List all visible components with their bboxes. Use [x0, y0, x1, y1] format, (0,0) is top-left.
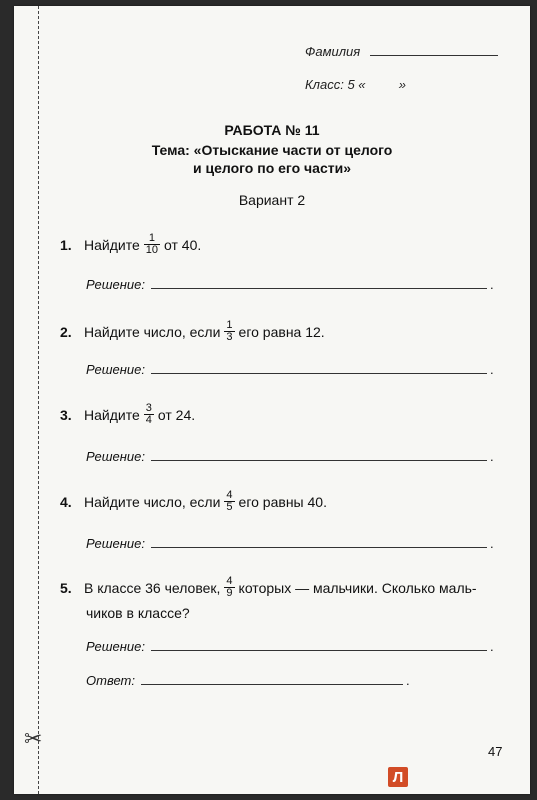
task-number: 1.: [60, 236, 72, 253]
task-text: Найдите: [84, 406, 140, 423]
task-text: его равна 12.: [238, 323, 325, 340]
solution-line[interactable]: [151, 547, 487, 548]
task-4: [60, 490, 327, 513]
task-text: его равны 40.: [238, 493, 327, 510]
solution-row-2: Решение: .: [86, 362, 494, 377]
solution-label: Решение:: [86, 362, 146, 377]
answer-row: Ответ: .: [86, 673, 410, 688]
page-number: 47: [488, 744, 503, 759]
task-1: [60, 233, 201, 256]
surname-line: [370, 55, 498, 56]
solution-line[interactable]: [151, 288, 487, 289]
denominator: 5: [226, 501, 233, 513]
solution-line[interactable]: [151, 460, 487, 461]
solution-label: Решение:: [86, 277, 146, 292]
numerator: 3: [145, 402, 152, 414]
numerator: 4: [226, 489, 233, 501]
task-number: 5.: [60, 579, 72, 596]
fraction: [145, 233, 159, 256]
topic-title: [14, 141, 530, 177]
class-label: Класс: 5 «: [305, 77, 366, 92]
solution-row-5: Решение: .: [86, 639, 494, 654]
task-text: которых — мальчики. Сколько маль-: [238, 579, 477, 596]
solution-row-4: Решение: .: [86, 536, 494, 551]
task-text: от 24.: [157, 406, 196, 423]
surname-label: Фамилия: [305, 44, 361, 59]
task-3: [60, 403, 195, 426]
task-text: Найдите: [84, 236, 140, 253]
solution-row-3: Решение: .: [86, 449, 494, 464]
variant-label: Вариант 2: [238, 192, 306, 208]
class-close: »: [398, 77, 407, 92]
numerator: 1: [148, 232, 155, 244]
answer-label: Ответ:: [86, 673, 135, 688]
task-5-continuation: [86, 605, 190, 621]
class-field: [305, 77, 406, 92]
task-text: В классе 36 человек,: [84, 579, 221, 596]
numerator: 4: [226, 575, 233, 587]
publisher-logo: Л: [388, 767, 408, 787]
task-number: 2.: [60, 323, 72, 340]
fraction: [225, 320, 233, 343]
solution-label: Решение:: [86, 639, 146, 654]
fraction: [225, 576, 233, 599]
task-text: чиков в классе?: [86, 605, 190, 621]
solution-line[interactable]: [151, 650, 487, 651]
denominator: 4: [145, 414, 152, 426]
task-text: Найдите число, если: [84, 493, 221, 510]
task-5: [60, 576, 477, 599]
denominator: 10: [145, 244, 158, 256]
denominator: 3: [226, 331, 233, 343]
numerator: 1: [226, 319, 233, 331]
solution-label: Решение:: [86, 536, 146, 551]
solution-row-1: Решение: .: [86, 277, 494, 292]
task-text: от 40.: [164, 236, 202, 253]
topic-line-2: и целого по его части»: [193, 160, 351, 176]
task-number: 4.: [60, 493, 72, 510]
task-2: [60, 320, 325, 343]
task-text: Найдите число, если: [84, 323, 221, 340]
fraction: [145, 403, 153, 426]
denominator: 9: [226, 587, 233, 599]
scissors-icon: ✂: [24, 726, 43, 751]
surname-field: [305, 44, 498, 59]
task-number: 3.: [60, 406, 72, 423]
topic-line-1: Тема: «Отыскание части от целого: [151, 142, 393, 158]
fraction: [225, 490, 233, 513]
solution-label: Решение:: [86, 449, 146, 464]
solution-line[interactable]: [151, 373, 487, 374]
work-title: РАБОТА № 11: [224, 122, 320, 138]
answer-line[interactable]: [141, 684, 403, 685]
